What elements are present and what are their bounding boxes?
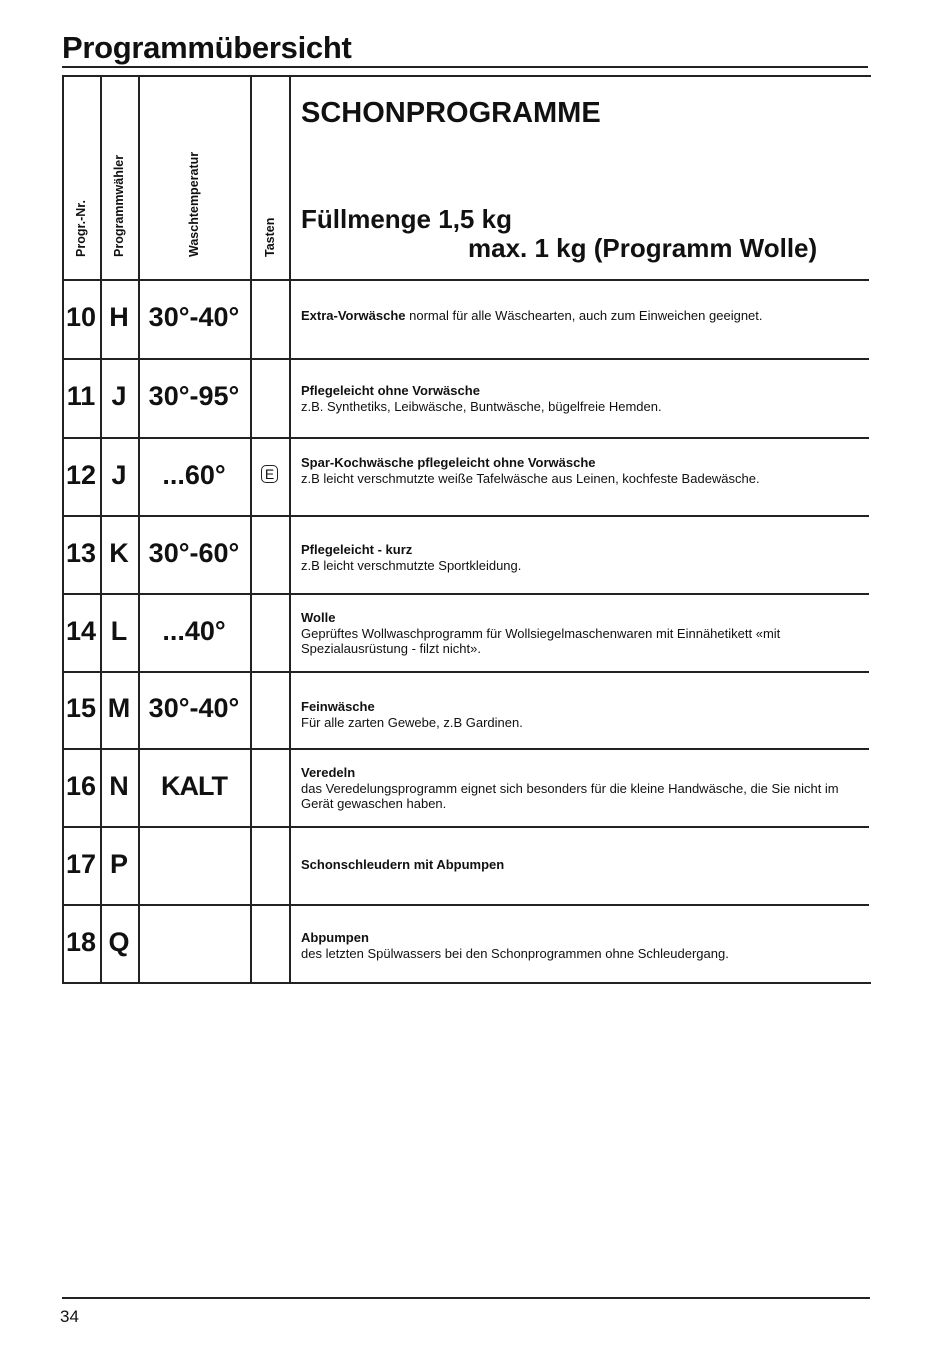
program-selector: N <box>109 771 129 801</box>
program-selector: J <box>111 460 127 490</box>
description-title: Extra-Vorwäsche <box>301 308 406 323</box>
table-row <box>62 905 871 980</box>
program-selector: H <box>109 302 129 332</box>
wash-temperature: 30°-60° <box>148 538 240 568</box>
program-number: 11 <box>66 381 96 411</box>
program-description <box>301 383 861 414</box>
header-keys <box>250 77 289 279</box>
program-table <box>62 75 871 984</box>
wash-temperature: 30°-40° <box>148 693 240 723</box>
program-selector: P <box>109 849 128 879</box>
description-title: Pflegeleicht ohne Vorwäsche <box>301 383 480 398</box>
table-row <box>62 672 871 748</box>
footer-rule <box>62 1297 870 1299</box>
program-description <box>301 699 861 730</box>
table-row <box>62 516 871 593</box>
e-key-icon: E <box>261 465 278 483</box>
description-text: z.B leicht verschmutzte Sportkleidung. <box>301 557 522 573</box>
program-description <box>301 765 861 812</box>
description-text: Für alle zarten Gewebe, z.B Gardinen. <box>301 714 523 730</box>
fill-amount: Füllmenge 1,5 kg <box>301 204 512 234</box>
wash-temperature: ...60° <box>162 460 226 490</box>
wash-temperature: 30°-40° <box>148 302 240 332</box>
program-selector: Q <box>108 927 130 957</box>
description-title: Spar-Kochwäsche pflegeleicht ohne Vorwäsche <box>301 455 596 470</box>
table-row <box>62 594 871 671</box>
page-number: 34 <box>60 1307 79 1326</box>
description-title: Schonschleudern mit Abpumpen <box>301 857 505 872</box>
program-description <box>301 610 861 657</box>
wash-temperature: KALT <box>161 771 227 801</box>
table-row <box>62 438 871 515</box>
description-title: Abpumpen <box>301 930 369 945</box>
program-selector: K <box>109 538 129 568</box>
header-selector-label: Programmwähler <box>112 154 126 257</box>
header-temperature-label: Waschtemperatur <box>187 151 201 257</box>
description-title: Pflegeleicht - kurz <box>301 542 413 557</box>
header-selector <box>100 77 138 279</box>
key-cell <box>250 465 289 484</box>
program-number: 12 <box>65 460 97 490</box>
program-selector: J <box>111 381 127 411</box>
wash-temperature: 30°-95° <box>148 381 240 411</box>
program-selector: L <box>110 616 128 646</box>
description-text: des letzten Spülwassers bei den Schonprogrammen ohne Schleudergang. <box>301 945 729 961</box>
wash-temperature: ...40° <box>162 616 226 646</box>
program-number: 15 <box>65 693 97 723</box>
header-nr <box>62 77 100 279</box>
program-description <box>301 308 861 324</box>
program-selector: M <box>107 693 131 723</box>
description-text: Geprüftes Wollwaschprogramm für Wollsiegelmaschenwaren mit Einnähetikett «mit Spezialausrüstung - filzt nicht». <box>301 625 781 656</box>
description-title: Feinwäsche <box>301 699 375 714</box>
table-row <box>62 749 871 826</box>
program-description <box>301 857 861 873</box>
fill-amount-wool: max. 1 kg (Programm Wolle) <box>468 233 818 263</box>
table-row <box>62 827 871 904</box>
program-description <box>301 455 861 486</box>
description-text: z.B. Synthetiks, Leibwäsche, Buntwäsche, bügelfreie Hemden. <box>301 398 662 414</box>
page-title: Programmübersicht <box>62 30 352 65</box>
program-number: 14 <box>65 616 97 646</box>
program-description <box>301 930 861 961</box>
description-title: Veredeln <box>301 765 356 780</box>
program-number: 18 <box>65 927 97 957</box>
program-number: 17 <box>65 849 97 879</box>
header-temperature <box>138 77 250 279</box>
table-row <box>62 359 871 437</box>
header-keys-label: Tasten <box>262 217 277 257</box>
program-description <box>301 542 861 573</box>
description-text: normal für alle Wäschearten, auch zum Einweichen geeignet. <box>405 308 763 323</box>
section-title: SCHONPROGRAMME <box>301 97 601 129</box>
title-rule <box>62 66 868 68</box>
program-number: 16 <box>65 771 97 801</box>
description-text: das Veredelungsprogramm eignet sich besonders für die kleine Handwäsche, die Sie nicht im Gerät gewaschen haben. <box>301 780 839 811</box>
description-text: z.B leicht verschmutzte weiße Tafelwäsche aus Leinen, kochfeste Badewäsche. <box>301 470 760 486</box>
header-nr-label: Progr.-Nr. <box>74 200 88 257</box>
program-number: 13 <box>65 538 97 568</box>
description-title: Wolle <box>301 610 336 625</box>
table-row <box>62 280 871 358</box>
program-number: 10 <box>65 302 97 332</box>
